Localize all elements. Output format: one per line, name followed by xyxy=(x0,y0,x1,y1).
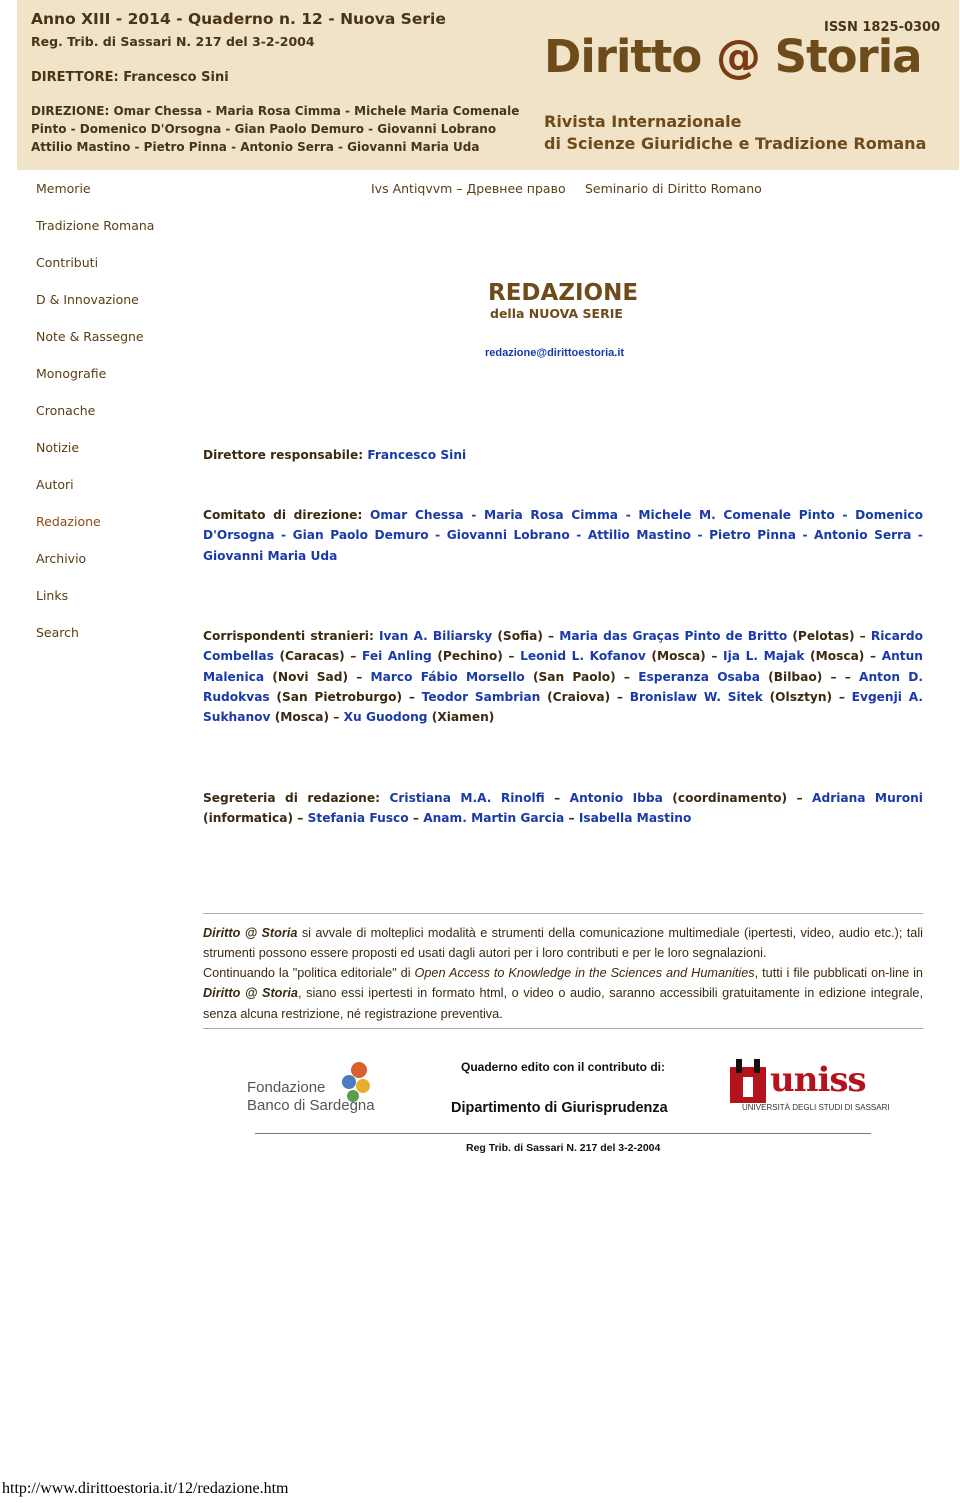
sidebar-item-memorie[interactable]: Memorie xyxy=(36,181,91,196)
sidebar-item-note-rassegne[interactable]: Note & Rassegne xyxy=(36,329,144,344)
direction-line-3: Attilio Mastino - Pietro Pinna - Antonio Serra - Giovanni Maria Uda xyxy=(31,140,480,154)
role-note: (informatica) – xyxy=(203,811,308,826)
email-link[interactable]: redazione@dirittoestoria.it xyxy=(485,347,625,359)
journal-name: Diritto @ Storia xyxy=(203,926,298,940)
fondazione-name-2: Banco di Sardegna xyxy=(247,1097,375,1114)
link-seminario[interactable]: Seminario di Diritto Romano xyxy=(585,181,762,196)
secretariat-member-link[interactable]: Stefania Fusco xyxy=(307,811,409,826)
correspondent-city: (Bilbao) – – xyxy=(759,669,860,684)
correspondent-link[interactable]: Xu Guodong xyxy=(343,710,428,725)
sidebar-item-cronache[interactable]: Cronache xyxy=(36,403,96,418)
department-name: Dipartimento di Giurisprudenza xyxy=(451,1100,668,1116)
secretariat-member-link[interactable]: Adriana Muroni xyxy=(812,791,923,805)
correspondent-link[interactable]: Anton D. Rudokvas xyxy=(203,669,923,704)
divider-bottom xyxy=(203,1028,923,1029)
correspondent-link[interactable]: Leonid L. Kofanov xyxy=(520,649,646,664)
info-text: , siano essi ipertesti in formato html, o video o audio, saranno accessibili gratuitamente in edizione integrale, senza alcuna restrizione, né registrazione preventiva. xyxy=(203,986,924,1021)
separator: – xyxy=(564,811,579,826)
info-text: , tutti i file pubblicati on-line in xyxy=(754,966,923,980)
fondazione-logo[interactable] xyxy=(247,1056,397,1120)
link-ius-antiquum[interactable]: Ivs Antiqvvm – Древнее право xyxy=(371,181,566,196)
correspondents-label: Corrispondenti stranieri: xyxy=(203,629,379,643)
correspondent-city: (Craiova) – xyxy=(540,689,630,704)
sidebar-item-contributi[interactable]: Contributi xyxy=(36,255,99,270)
secretariat-member-link[interactable]: Antonio Ibba xyxy=(569,791,663,805)
sidebar-item-notizie[interactable]: Notizie xyxy=(36,440,80,455)
info-paragraph-1 xyxy=(203,923,923,964)
page-subtitle: della NUOVA SERIE xyxy=(490,306,623,321)
journal-subtitle-1: Rivista Internazionale xyxy=(544,112,742,131)
journal-name: Diritto @ Storia xyxy=(203,986,298,1001)
sidebar-item-d-innovazione[interactable]: D & Innovazione xyxy=(36,292,139,307)
correspondent-link[interactable]: Marco Fábio Morsello xyxy=(370,669,525,684)
correspondent-city: (San Pietroburgo) – xyxy=(269,689,422,704)
correspondents-paragraph xyxy=(203,626,923,727)
footer-divider xyxy=(255,1133,871,1134)
committee-members[interactable]: Omar Chessa - Maria Rosa Cimma - Michele M. Comenale Pinto - Domenico D'Orsogna - Gian Paolo Demuro - Giovanni Lobrano - Attilio Mastino - Pietro Pinna - Antonio Serra - Giovanni Maria Uda xyxy=(203,508,923,563)
page-url: http://www.dirittoestoria.it/12/redazione.htm xyxy=(2,1480,289,1497)
direction-line-1: DIREZIONE: Omar Chessa - Maria Rosa Cimma - Michele Maria Comenale xyxy=(31,104,520,118)
divider-top xyxy=(203,913,923,914)
correspondent-city: (Olsztyn) – xyxy=(762,689,852,704)
correspondent-city: (Pechino) – xyxy=(431,649,521,664)
logo-text-left: Diritto xyxy=(544,30,716,83)
correspondent-city: (Sofia) – xyxy=(492,629,560,643)
secretariat-member-link[interactable]: Cristiana M.A. Rinolfi xyxy=(389,791,545,805)
correspondent-city: (Mosca) – xyxy=(270,710,344,725)
page-title: REDAZIONE xyxy=(488,280,639,306)
open-access-phrase: Open Access to Knowledge in the Sciences and Humanities xyxy=(414,966,755,980)
correspondent-link[interactable]: Ija L. Majak xyxy=(723,649,805,664)
correspondent-link[interactable]: Evgenji A. Sukhanov xyxy=(203,689,923,725)
issue-info: Anno XIII - 2014 - Quaderno n. 12 - Nuova Serie xyxy=(31,10,446,28)
logo-text-right: Storia xyxy=(760,30,922,83)
sidebar-item-search[interactable]: Search xyxy=(36,625,79,640)
footer-registration: Reg Trib. di Sassari N. 217 del 3-2-2004 xyxy=(466,1142,661,1154)
committee-paragraph xyxy=(203,505,923,566)
sidebar-item-autori[interactable]: Autori xyxy=(36,477,74,492)
correspondent-link[interactable]: Bronislaw W. Sitek xyxy=(629,689,763,704)
correspondent-city: (Caracas) – xyxy=(273,649,362,664)
fondazione-name-1: Fondazione xyxy=(247,1079,326,1096)
journal-subtitle-2: di Scienze Giuridiche e Tradizione Romana xyxy=(544,134,927,153)
header-banner xyxy=(17,0,959,170)
sidebar-item-archivio[interactable]: Archivio xyxy=(36,551,87,566)
committee-label: Comitato di direzione: xyxy=(203,508,370,522)
correspondent-link[interactable]: Fei Anling xyxy=(361,649,432,664)
direction-line-2: Pinto - Domenico D'Orsogna - Gian Paolo Demuro - Giovanni Lobrano xyxy=(31,122,497,136)
separator: – xyxy=(408,811,424,826)
registration-info: Reg. Trib. di Sassari N. 217 del 3-2-2004 xyxy=(31,34,315,49)
contribution-label: Quaderno edito con il contributo di: xyxy=(461,1060,665,1074)
correspondent-link[interactable]: Antun Malenica xyxy=(203,649,923,684)
director-paragraph xyxy=(203,445,923,465)
correspondent-city: (Mosca) – xyxy=(645,649,724,664)
correspondent-city: (Novi Sad) – xyxy=(264,669,371,684)
info-text: Continuando la "politica editoriale" di xyxy=(203,966,415,980)
correspondent-city: (Pelotas) – xyxy=(787,629,871,643)
uniss-logo[interactable] xyxy=(730,1055,890,1119)
director-label: Direttore responsabile: xyxy=(203,448,368,462)
secretariat-paragraph xyxy=(203,788,923,829)
secretariat-member-link[interactable]: Anam. Martin Garcia xyxy=(423,811,565,826)
sidebar-item-tradizione-romana[interactable]: Tradizione Romana xyxy=(36,218,155,233)
issn: ISSN 1825-0300 xyxy=(824,20,941,35)
info-paragraph-2 xyxy=(203,963,923,1024)
uniss-wordmark: uniss xyxy=(770,1060,866,1100)
secretariat-label: Segreteria di redazione: xyxy=(203,791,390,805)
correspondent-link[interactable]: Teodor Sambrian xyxy=(421,689,541,704)
journal-logo xyxy=(544,30,922,83)
sidebar-item-monografie[interactable]: Monografie xyxy=(36,366,107,381)
sidebar-item-redazione[interactable]: Redazione xyxy=(36,514,101,529)
uniss-subtitle: UNIVERSITÀ DEGLI STUDI DI SASSARI xyxy=(742,1103,890,1112)
correspondent-link[interactable]: Ivan A. Biliarsky xyxy=(378,629,493,643)
logo-at-sign: @ xyxy=(716,30,760,83)
role-note: (coordinamento) – xyxy=(662,791,813,805)
correspondent-link[interactable]: Maria das Graças Pinto de Britto xyxy=(559,629,788,643)
separator: – xyxy=(544,791,570,805)
director-name-link[interactable]: Francesco Sini xyxy=(367,448,467,462)
correspondent-city: (Xiamen) xyxy=(427,710,495,725)
correspondent-city: (Mosca) – xyxy=(804,649,882,664)
secretariat-member-link[interactable]: Isabella Mastino xyxy=(578,811,692,826)
uniss-emblem-icon xyxy=(730,1059,766,1103)
info-text: si avvale di molteplici modalità e strumenti della comunicazione multimediale (ipertesti, video, audio etc.); tali strumenti possono essere proposti ed usati dagli autori per i loro contributi e per le loro segnalazioni. xyxy=(203,926,923,961)
correspondent-link[interactable]: Ricardo Combellas xyxy=(203,629,923,664)
correspondent-city: (San Paolo) – xyxy=(524,669,639,684)
director-line: DIRETTORE: Francesco Sini xyxy=(31,70,229,85)
sidebar-item-links[interactable]: Links xyxy=(36,588,69,603)
correspondent-link[interactable]: Esperanza Osaba xyxy=(638,669,760,684)
